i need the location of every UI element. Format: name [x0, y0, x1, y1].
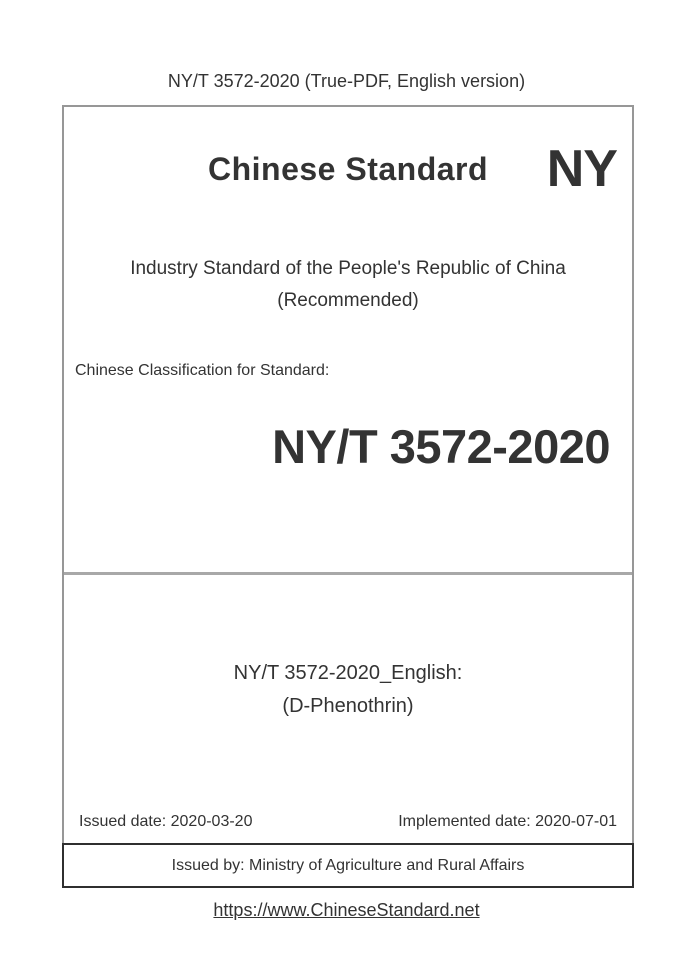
- dates-row: [79, 812, 617, 832]
- website-link[interactable]: https://www.ChineseStandard.net: [213, 900, 480, 920]
- standard-number: NY/T 3572-2020: [272, 420, 610, 473]
- issuer-box: [62, 843, 634, 888]
- classification-label: Chinese Classification for Standard:: [75, 362, 330, 379]
- standard-subtitle: [64, 253, 632, 317]
- footer: [0, 899, 693, 921]
- subtitle-line1: Industry Standard of the People's Republic of China: [130, 258, 566, 279]
- cover-box: [62, 105, 634, 845]
- subtitle-line2: (Recommended): [277, 290, 419, 311]
- brand-title: Chinese Standard: [207, 151, 489, 187]
- standard-prefix-logo: NY: [546, 140, 617, 198]
- section-divider: [64, 572, 632, 575]
- english-title-line1: NY/T 3572-2020_English:: [233, 662, 463, 684]
- english-title-line2: (D-Phenothrin): [282, 695, 414, 717]
- implemented-date: Implemented date: 2020-07-01: [398, 813, 617, 830]
- english-title: [64, 657, 632, 723]
- issued-date: Issued date: 2020-03-20: [79, 813, 253, 830]
- issued-by-text: Issued by: Ministry of Agriculture and Rural Affairs: [171, 856, 525, 874]
- title-row: [64, 141, 632, 197]
- page-header-title: NY/T 3572-2020 (True-PDF, English version): [167, 71, 526, 91]
